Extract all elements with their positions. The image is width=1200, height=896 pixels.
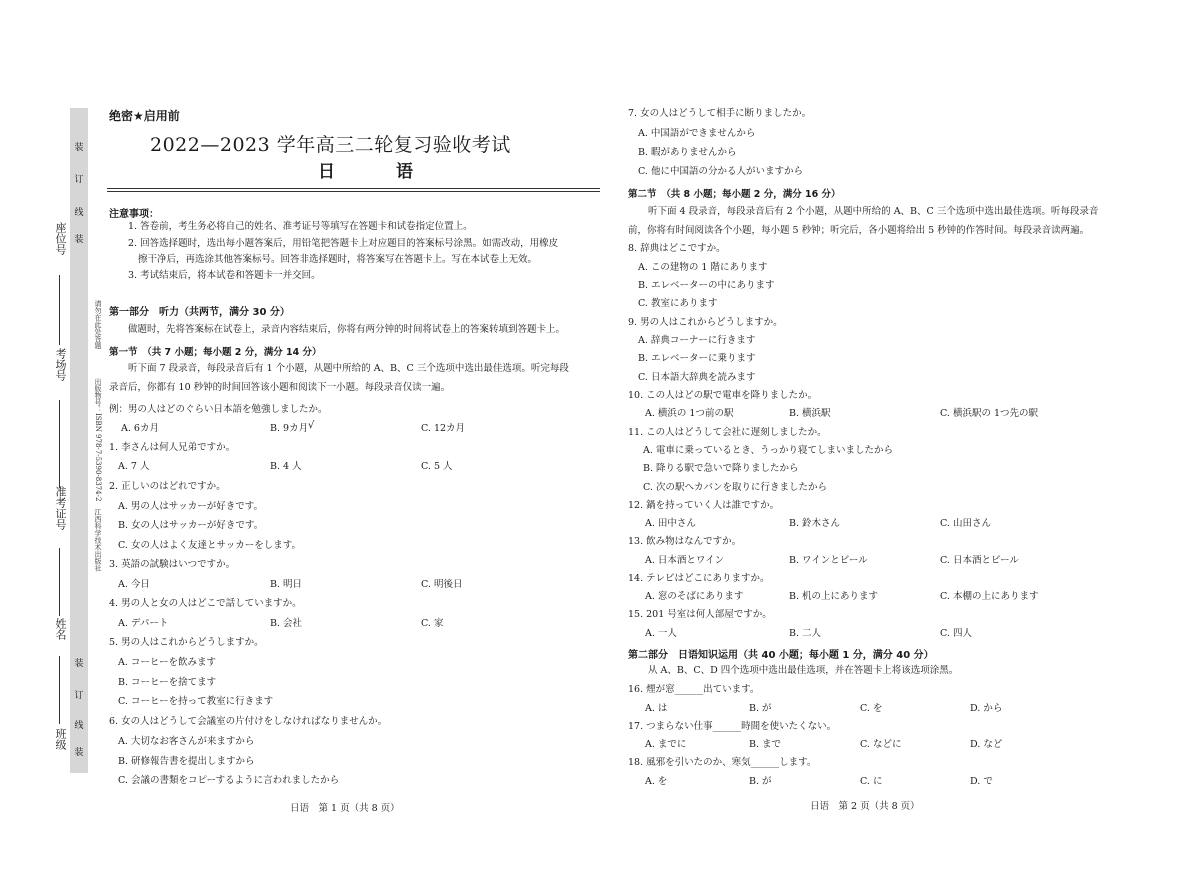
strip-char: 装 xyxy=(74,748,84,758)
option: A. 辞典コーナーに行きます xyxy=(638,335,756,346)
strip-char: 装 xyxy=(74,143,84,153)
option: B. 会社 xyxy=(270,618,303,629)
question: 15. 201 号室は何人部屋ですか。 xyxy=(628,609,772,620)
part1-intro: 做题时，先将答案标在试卷上，录音内容结束后，你将有两分钟的时间将试卷上的答案转填到答题卡上。 xyxy=(128,324,566,335)
option: C. に xyxy=(860,776,883,787)
subject-title: 日 语 xyxy=(318,162,435,182)
option: C. などに xyxy=(860,739,902,750)
option: C. 日本酒とビール xyxy=(940,555,1019,566)
option: B. 机の上にあります xyxy=(789,591,879,602)
question: 12. 鍋を持っていく人は誰ですか。 xyxy=(628,500,780,511)
question: 10. この人はどの駅で電車を降りましたか。 xyxy=(628,390,818,401)
question: 14. テレビはどこにありますか。 xyxy=(628,573,770,584)
section2-heading: 第二节 （共 8 小题；每小题 2 分，满分 16 分） xyxy=(628,189,841,200)
question: 16. 煙が窓______出ています。 xyxy=(628,684,760,695)
option: B. 二人 xyxy=(789,628,822,639)
option: B. エレベーターの中にあります xyxy=(638,280,775,291)
option: A. 今日 xyxy=(118,579,150,590)
strip-char: 线 xyxy=(74,721,84,731)
option: A. 日本酒とワイン xyxy=(645,555,725,566)
example-option: A. 6カ月 xyxy=(121,423,159,434)
option: A. 中国語ができませんから xyxy=(638,128,756,139)
question: 11. この人はどうして会社に遅刻しましたか。 xyxy=(628,427,827,438)
fill-line xyxy=(59,275,60,345)
section1-intro: 录音后，你都有 10 秒钟的时间回答该小题和阅读下一小题。每段录音仅读一遍。 xyxy=(109,382,451,393)
option: B. ワインとビール xyxy=(789,555,868,566)
option: B. 明日 xyxy=(270,579,303,590)
option: B. コーヒーを捨てます xyxy=(118,677,217,688)
option: A. は xyxy=(645,703,668,714)
question: 13. 飲み物はなんですか。 xyxy=(628,536,742,547)
option: C. 5 人 xyxy=(421,461,453,472)
question: 8. 辞典はどこですか。 xyxy=(628,243,726,254)
part1-heading: 第一部分 听力（共两节，满分 30 分） xyxy=(109,307,290,318)
section2-intro: 听下面 4 段录音，每段录音后有 2 个小题，从题中所给的 A、B、C 三个选项中选出最佳选项。听每段录音 xyxy=(648,206,1099,217)
option: A. 電車に乗っているとき、うっかり寝てしまいましたから xyxy=(643,445,894,456)
strip-char: 订 xyxy=(74,691,84,701)
strip-note: 请勿在此处答题 xyxy=(94,300,102,349)
option: B. 暇がありませんから xyxy=(638,147,737,158)
option: C. 四人 xyxy=(940,628,972,639)
ticket-number-label: 准考证号 xyxy=(54,486,67,530)
option: A. 横浜の 1つ前の駅 xyxy=(645,408,734,419)
option: C. 本棚の上にあります xyxy=(940,591,1039,602)
option: B. 4 人 xyxy=(270,461,302,472)
section1-intro: 听下面 7 段录音，每段录音后有 1 个小题，从题中所给的 A、B、C 三个选项中选出最佳选项。听完每段 xyxy=(128,363,569,374)
option: C. を xyxy=(860,703,883,714)
option: C. 日本語大辞典を読みます xyxy=(638,372,756,383)
option: B. 降りる駅で急いで降りましたから xyxy=(643,463,799,474)
option: A. 7 人 xyxy=(118,461,150,472)
option: A. この建物の 1 階にあります xyxy=(638,262,768,273)
divider xyxy=(107,188,600,189)
option: A. 大切なお客さんが来ますから xyxy=(118,736,255,747)
option: B. が xyxy=(749,776,772,787)
option: B. エレベーターに乗ります xyxy=(638,353,756,364)
notes-title: 注意事项： xyxy=(109,209,159,220)
note-item: 擦干净后，再选涂其他答案标号。回答非选择题时，将答案写在答题卡上。写在本试卷上无效。 xyxy=(138,254,538,265)
example-option: B. 9カ月 xyxy=(270,423,309,434)
class-label: 班级 xyxy=(54,728,67,750)
strip-char: 装 xyxy=(74,659,84,669)
option: B. 鈴木さん xyxy=(789,518,841,529)
option: C. 家 xyxy=(421,618,444,629)
option: B. 研修報告書を提出しますから xyxy=(118,756,255,767)
option: C. 教室にあります xyxy=(638,298,718,309)
option: A. デパート xyxy=(118,618,169,629)
example-option: C. 12カ月 xyxy=(421,423,466,434)
option: B. 横浜駅 xyxy=(789,408,831,419)
option: C. 他に中国語の分かる人がいますから xyxy=(638,166,803,177)
question: 5. 男の人はこれからどうしますか。 xyxy=(109,637,264,648)
name-label: 姓名 xyxy=(54,618,67,640)
strip-char: 线 xyxy=(74,208,84,218)
question: 3. 英語の試験はいつですか。 xyxy=(109,559,236,570)
option: A. 田中さん xyxy=(645,518,696,529)
question: 6. 女の人はどうして会議室の片付けをしなければなりませんか。 xyxy=(109,716,388,727)
fill-line xyxy=(59,400,60,488)
option: A. 窓のそばにあります xyxy=(645,591,744,602)
note-item: 3. 考试结束后，将本试卷和答题卡一并交回。 xyxy=(128,270,321,281)
part2-intro: 从 A、B、C、D 四个选项中选出最佳选项，并在答题卡上将该选项涂黑。 xyxy=(648,665,959,676)
question: 17. つまらない仕事______時間を使いたくない。 xyxy=(628,721,837,732)
part2-heading: 第二部分 日语知识运用（共 40 小题；每小题 1 分，满分 40 分） xyxy=(628,650,934,661)
seat-number-label: 座位号 xyxy=(54,222,67,255)
question: 18. 風邪を引いたのか、寒気______します。 xyxy=(628,757,817,768)
option: C. 横浜駅の 1つ先の駅 xyxy=(940,408,1039,419)
option: B. 女の人はサッカーが好きです。 xyxy=(118,520,264,531)
strip-char: 装 xyxy=(74,235,84,245)
section1-heading: 第一节 （共 7 小题；每小题 2 分，满分 14 分） xyxy=(109,347,322,358)
section2-intro: 前，你将有时间阅读各个小题，每小题 5 秒钟；听完后，各小题将给出 5 秒钟的作答时间。每段录音读两遍。 xyxy=(628,225,1090,236)
option: A. を xyxy=(645,776,668,787)
confidential-label: 绝密★启用前 xyxy=(109,109,180,123)
option: C. 次の駅へカバンを取りに行きましたから xyxy=(643,482,827,493)
fill-line xyxy=(59,656,60,724)
note-item: 2. 回答选择题时，选出每小题答案后，用铅笔把答题卡上对应题目的答案标号涂黑。如需改动，用橡皮 xyxy=(128,238,559,249)
strip-char: 订 xyxy=(74,175,84,185)
option: B. まで xyxy=(749,739,782,750)
question: 2. 正しいのはどれですか。 xyxy=(109,481,226,492)
option: C. コーヒーを持って教室に行きます xyxy=(118,696,274,707)
page-footer: 日语 第 1 页（共 8 页） xyxy=(290,803,400,814)
exam-title: 2022—2023 学年高三二轮复习验收考试 xyxy=(150,134,511,156)
option: A. 男の人はサッカーが好きです。 xyxy=(118,501,263,512)
option: D. で xyxy=(970,776,993,787)
option: D. から xyxy=(970,703,1003,714)
question: 1. 李さんは何人兄弟ですか。 xyxy=(109,442,236,453)
option: B. が xyxy=(749,703,772,714)
question: 7. 女の人はどうして相手に断りましたか。 xyxy=(628,108,812,119)
publication-info: 出版物号：ISBN 978-7-5390-8374-2 江西科学技术出版社 xyxy=(94,378,102,572)
note-item: 1. 答卷前，考生务必将自己的姓名、准考证号等填写在答题卡和试卷指定位置上。 xyxy=(128,221,473,232)
option: C. 明後日 xyxy=(421,579,463,590)
option: A. までに xyxy=(645,739,687,750)
option: C. 山田さん xyxy=(940,518,991,529)
option: C. 会議の書類をコピーするように言われましたから xyxy=(118,775,340,786)
page-footer: 日语 第 2 页（共 8 页） xyxy=(810,801,920,812)
question: 4. 男の人と女の人はどこで話していますか。 xyxy=(109,598,302,609)
question: 9. 男の人はこれからどうしますか。 xyxy=(628,317,783,328)
option: A. 一人 xyxy=(645,628,677,639)
option: C. 女の人はよく友達とサッカーをします。 xyxy=(118,540,302,551)
divider xyxy=(107,191,600,192)
option: D. など xyxy=(970,739,1003,750)
fill-line xyxy=(59,548,60,616)
check-mark: √ xyxy=(308,420,315,431)
exam-room-label: 考场号 xyxy=(54,348,67,381)
example-question: 例：男の人はどのぐらい日本語を勉強しましたか。 xyxy=(109,404,328,415)
option: A. コーヒーを飲みます xyxy=(118,657,217,668)
